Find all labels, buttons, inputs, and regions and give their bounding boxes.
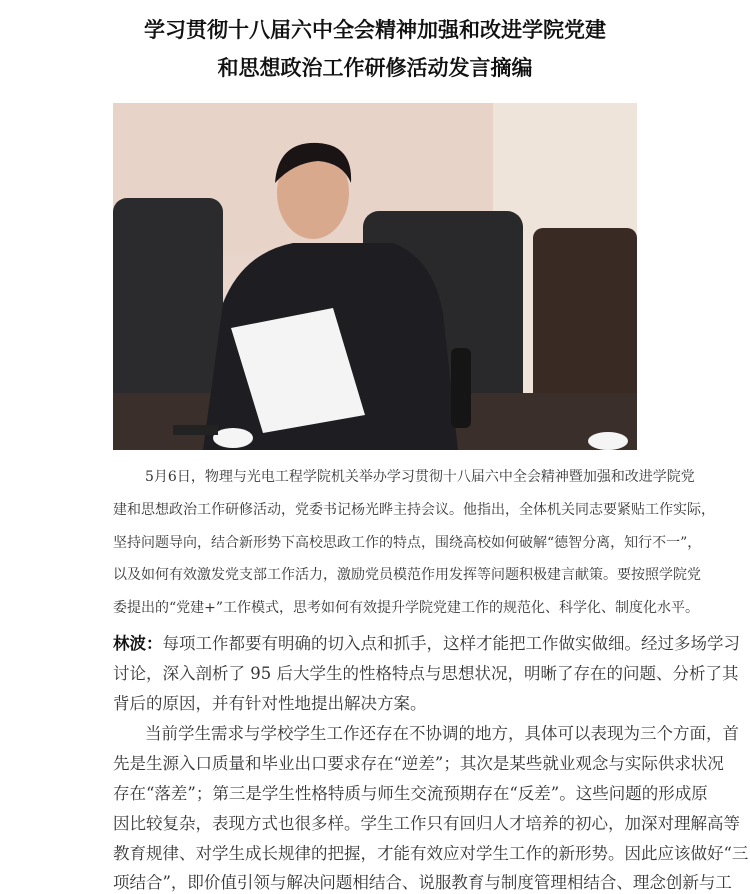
intro-line: 5月6日，物理与光电工程学院机关举办学习贯彻十八届六中全会精神暨加强和改进学院党 (145, 469, 695, 485)
speech-line: 背后的原因，并有针对性地提出解决方案。 (113, 694, 427, 713)
intro-line: 以及如何有效激发党支部工作活力，激励党员模范作用发挥等问题积极建言献策。要按照学院党 (113, 567, 701, 583)
paragraph-line: 存在“落差”；第三是学生性格特质与师生交流预期存在“反差”。这些问题的形成原 (113, 784, 708, 803)
paragraph-line: 当前学生需求与学校学生工作还存在不协调的地方，具体可以表现为三个方面，首 (145, 724, 739, 743)
speaker-name: 林波： (113, 634, 163, 653)
intro-line: 委提出的“党建+”工作模式，思考如何有效提升学院党建工作的规范化、科学化、制度化水平。 (113, 600, 700, 616)
intro-line: 建和思想政治工作研修活动，党委书记杨光晔主持会议。他指出，全体机关同志要紧贴工作实际， (113, 502, 715, 518)
meeting-photo (113, 103, 637, 450)
paragraph-line: 先是生源入口质量和毕业出口要求存在“逆差”；其次是某些就业观念与实际供求状况 (113, 754, 724, 773)
paragraph-line: 项结合”，即价值引领与解决问题相结合、说服教育与制度管理相结合、理念创新与工 (113, 873, 732, 892)
intro-line: 坚持问题导向，结合新形势下高校思政工作的特点，围绕高校如何破解“德智分离，知行不一”， (113, 535, 702, 551)
speech-line: 讨论，深入剖析了 95 后大学生的性格特点与思想状况，明晰了存在的问题、分析了其 (113, 664, 739, 683)
title-line-1: 学习贯彻十八届六中全会精神加强和改进学院党建 (144, 18, 606, 42)
speech-line-1: 林波：每项工作都要有明确的切入点和抓手，这样才能把工作做实做细。经过多场学习 (113, 634, 740, 653)
paragraph-line: 教育规律、对学生成长规律的把握，才能有效应对学生工作的新形势。因此应该做好“三 (113, 844, 749, 863)
paragraph-line: 因比较复杂，表现方式也很多样。学生工作只有回归人才培养的初心，加深对理解高等 (113, 814, 740, 833)
title-line-2: 和思想政治工作研修活动发言摘编 (217, 56, 533, 80)
